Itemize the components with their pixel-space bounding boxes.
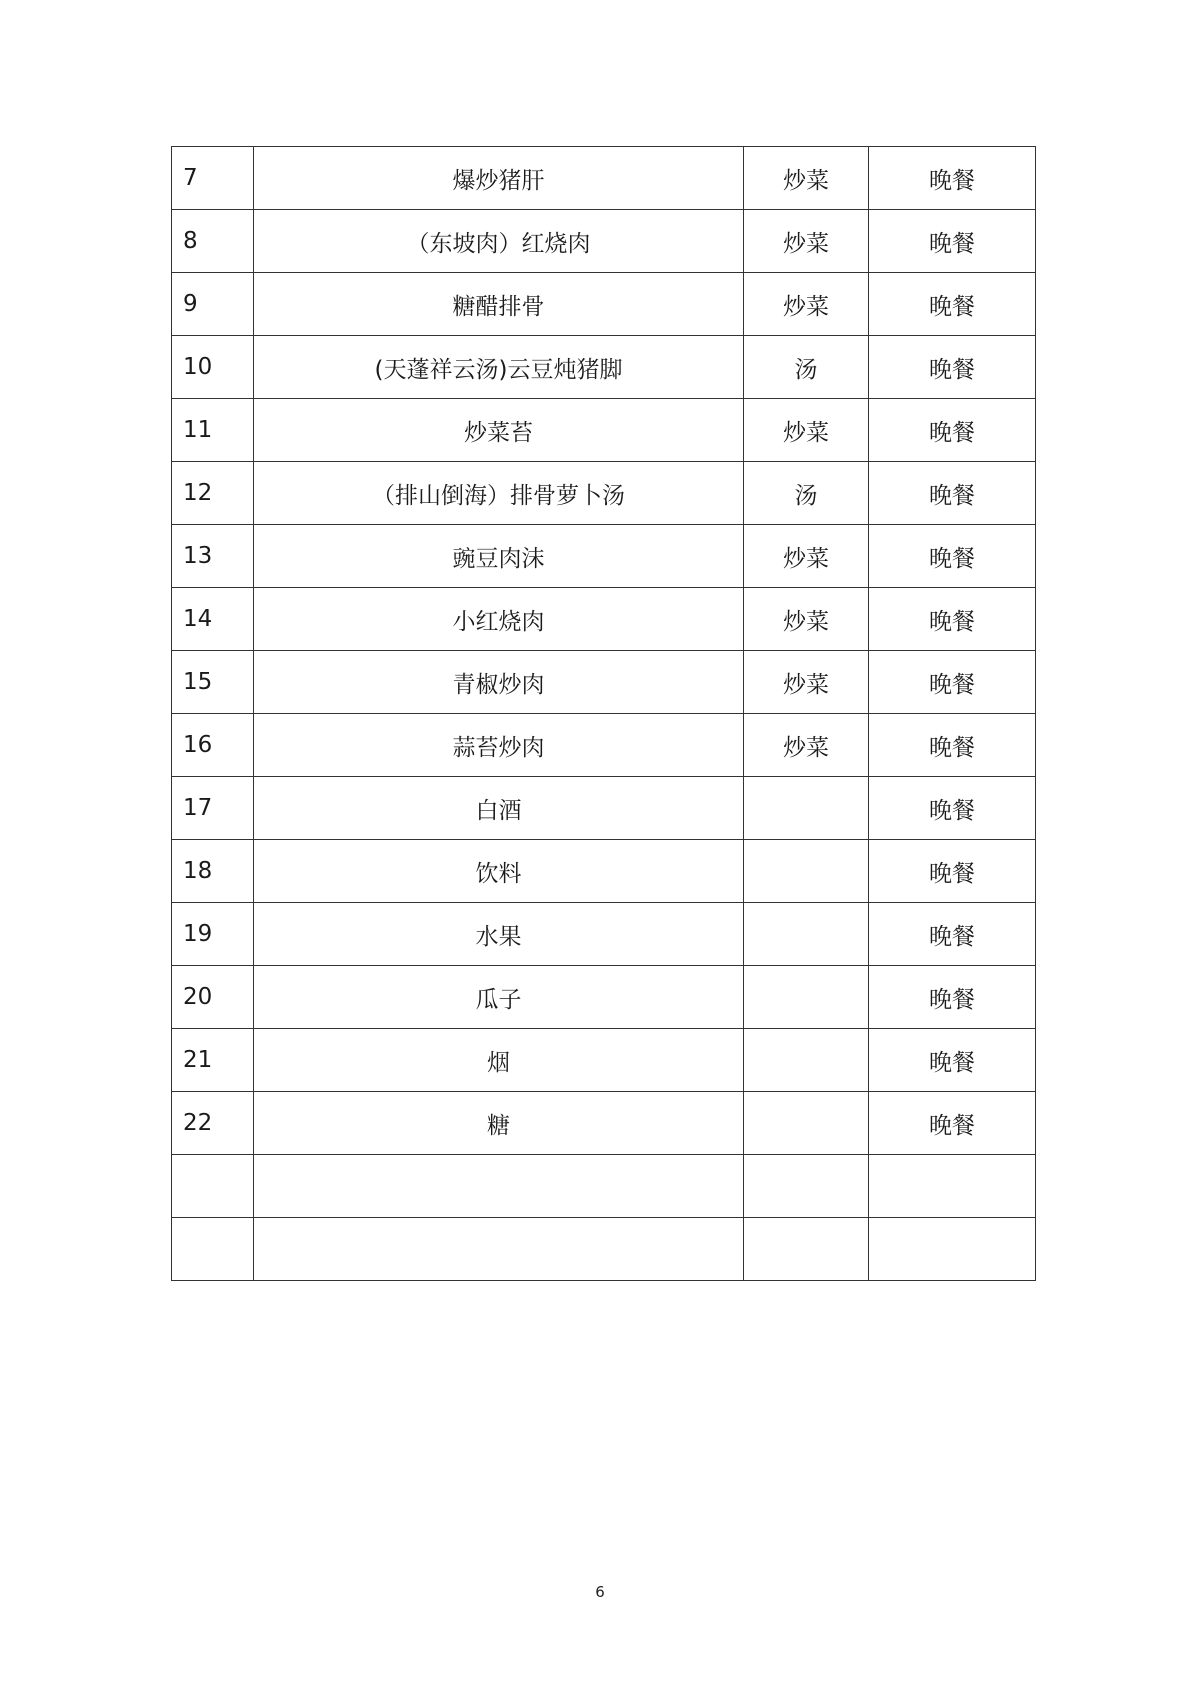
table-row xyxy=(172,1092,1036,1155)
dish-type-cell xyxy=(744,1029,869,1092)
meal-cell: 晚餐 xyxy=(869,462,1036,525)
meal-cell: 晚餐 xyxy=(869,147,1036,210)
item-number-cell: 8 xyxy=(172,210,254,273)
dish-type-cell: 炒菜 xyxy=(744,147,869,210)
dish-name-cell: 饮料 xyxy=(254,840,744,903)
dish-name-cell: 小红烧肉 xyxy=(254,588,744,651)
item-number-cell: 22 xyxy=(172,1092,254,1155)
table-row xyxy=(172,966,1036,1029)
dish-name-cell xyxy=(254,1155,744,1218)
meal-cell: 晚餐 xyxy=(869,966,1036,1029)
dish-name-cell: 炒菜苔 xyxy=(254,399,744,462)
meal-cell: 晚餐 xyxy=(869,399,1036,462)
dish-name-cell: 糖 xyxy=(254,1092,744,1155)
dish-name-cell: 烟 xyxy=(254,1029,744,1092)
table-row xyxy=(172,336,1036,399)
item-number-cell: 14 xyxy=(172,588,254,651)
dish-type-cell: 炒菜 xyxy=(744,273,869,336)
dish-type-cell: 炒菜 xyxy=(744,525,869,588)
meal-cell: 晚餐 xyxy=(869,1092,1036,1155)
meal-cell xyxy=(869,1218,1036,1281)
item-number-cell: 19 xyxy=(172,903,254,966)
dish-type-cell xyxy=(744,777,869,840)
dish-type-cell: 炒菜 xyxy=(744,588,869,651)
item-number-cell: 10 xyxy=(172,336,254,399)
meal-cell: 晚餐 xyxy=(869,840,1036,903)
dish-name-cell: 豌豆肉沫 xyxy=(254,525,744,588)
meal-cell: 晚餐 xyxy=(869,1029,1036,1092)
table-row xyxy=(172,525,1036,588)
dish-name-cell: 瓜子 xyxy=(254,966,744,1029)
item-number-cell: 17 xyxy=(172,777,254,840)
item-number-cell: 7 xyxy=(172,147,254,210)
dish-type-cell xyxy=(744,1155,869,1218)
table-row xyxy=(172,903,1036,966)
table-row xyxy=(172,399,1036,462)
item-number-cell: 18 xyxy=(172,840,254,903)
dish-name-cell: 水果 xyxy=(254,903,744,966)
meal-cell: 晚餐 xyxy=(869,588,1036,651)
item-number-cell: 9 xyxy=(172,273,254,336)
dish-type-cell: 汤 xyxy=(744,462,869,525)
meal-cell: 晚餐 xyxy=(869,714,1036,777)
table-row xyxy=(172,1218,1036,1281)
item-number-cell: 21 xyxy=(172,1029,254,1092)
menu-table-body xyxy=(172,147,1036,1281)
dish-name-cell: 糖醋排骨 xyxy=(254,273,744,336)
item-number-cell: 11 xyxy=(172,399,254,462)
table-row xyxy=(172,210,1036,273)
meal-cell: 晚餐 xyxy=(869,525,1036,588)
table-row xyxy=(172,840,1036,903)
table-row xyxy=(172,777,1036,840)
meal-cell: 晚餐 xyxy=(869,336,1036,399)
dish-name-cell: 青椒炒肉 xyxy=(254,651,744,714)
meal-cell: 晚餐 xyxy=(869,777,1036,840)
dish-type-cell xyxy=(744,966,869,1029)
menu-table xyxy=(171,146,1036,1281)
table-row xyxy=(172,651,1036,714)
item-number-cell: 12 xyxy=(172,462,254,525)
dish-type-cell: 炒菜 xyxy=(744,210,869,273)
item-number-cell: 20 xyxy=(172,966,254,1029)
dish-name-cell: 蒜苔炒肉 xyxy=(254,714,744,777)
dish-name-cell: (天蓬祥云汤)云豆炖猪脚 xyxy=(254,336,744,399)
dish-type-cell: 炒菜 xyxy=(744,714,869,777)
table-row xyxy=(172,714,1036,777)
item-number-cell xyxy=(172,1218,254,1281)
dish-type-cell: 炒菜 xyxy=(744,651,869,714)
dish-type-cell xyxy=(744,840,869,903)
table-row xyxy=(172,273,1036,336)
dish-name-cell: 爆炒猪肝 xyxy=(254,147,744,210)
table-row xyxy=(172,1029,1036,1092)
table-row xyxy=(172,147,1036,210)
page-number: 6 xyxy=(595,1583,605,1601)
dish-type-cell xyxy=(744,1092,869,1155)
table-row xyxy=(172,588,1036,651)
dish-name-cell: 白酒 xyxy=(254,777,744,840)
table-row xyxy=(172,462,1036,525)
dish-type-cell xyxy=(744,1218,869,1281)
meal-cell: 晚餐 xyxy=(869,651,1036,714)
meal-cell: 晚餐 xyxy=(869,903,1036,966)
item-number-cell: 15 xyxy=(172,651,254,714)
meal-cell xyxy=(869,1155,1036,1218)
dish-type-cell: 汤 xyxy=(744,336,869,399)
meal-cell: 晚餐 xyxy=(869,273,1036,336)
dish-name-cell: （东坡肉）红烧肉 xyxy=(254,210,744,273)
meal-cell: 晚餐 xyxy=(869,210,1036,273)
dish-type-cell: 炒菜 xyxy=(744,399,869,462)
item-number-cell xyxy=(172,1155,254,1218)
dish-type-cell xyxy=(744,903,869,966)
dish-name-cell: （排山倒海）排骨萝卜汤 xyxy=(254,462,744,525)
item-number-cell: 13 xyxy=(172,525,254,588)
table-row xyxy=(172,1155,1036,1218)
item-number-cell: 16 xyxy=(172,714,254,777)
dish-name-cell xyxy=(254,1218,744,1281)
